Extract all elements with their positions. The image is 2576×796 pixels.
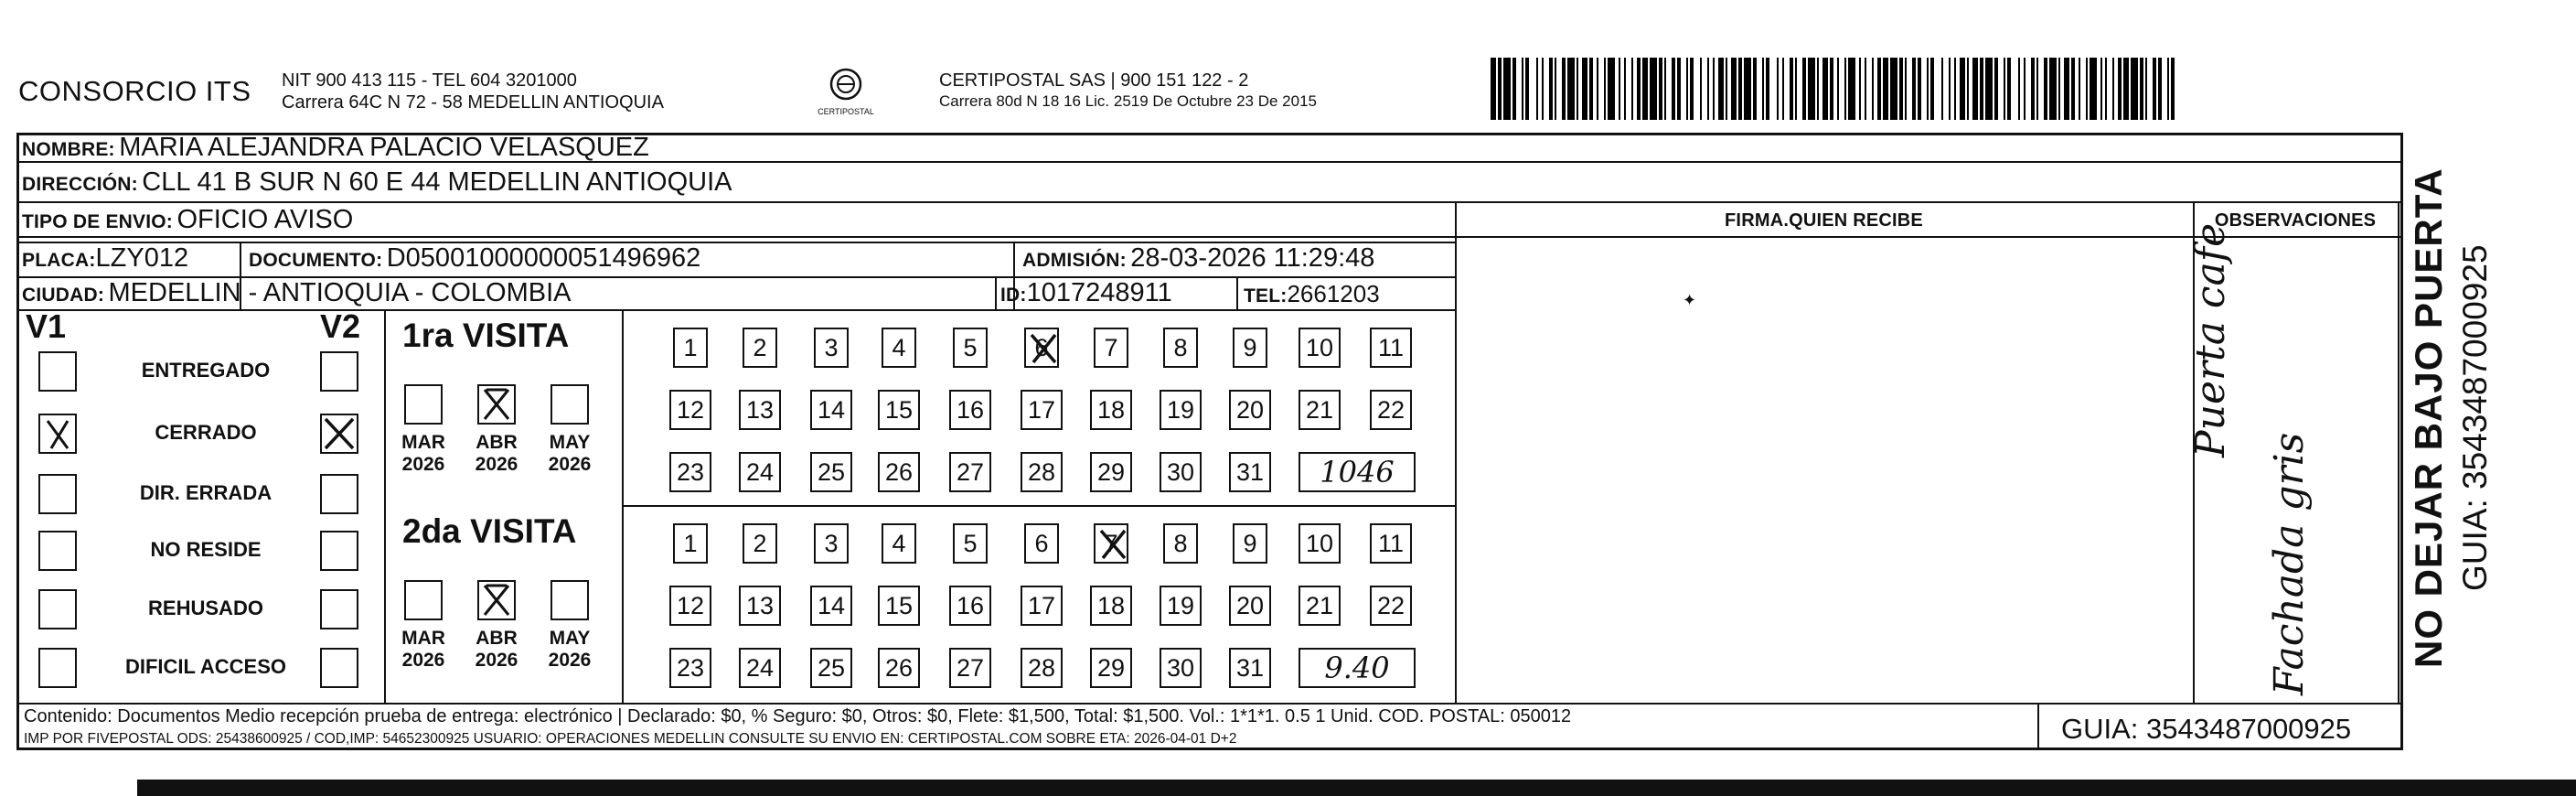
day-box[interactable]: 4 — [882, 328, 916, 368]
month-year: 2026 — [548, 454, 592, 475]
placa-field — [22, 243, 188, 274]
day-box[interactable]: 13 — [739, 390, 781, 430]
day-box[interactable]: 29 — [1090, 452, 1132, 492]
firma-label: FIRMA.QUIEN RECIBE — [1725, 210, 1923, 231]
visit-title: 2da VISITA — [402, 512, 577, 550]
day-box[interactable]: 17 — [1021, 586, 1063, 626]
visit-title: 1ra VISITA — [402, 317, 570, 354]
day-box[interactable]: 29 — [1090, 648, 1132, 688]
footer-contenido: Contenido: Documentos Medio recepción prueba de entrega: electrónico | Declarado: $0, % Seguro: $0, Otros: $0, Flete: $1,500, Total: $1,500. Vol.: 1*1*1. 0.5 1 Unid. COD. POSTAL: 050012 — [24, 706, 1572, 726]
documento-field — [249, 243, 700, 274]
day-box[interactable]: 26 — [878, 648, 920, 688]
day-box[interactable]: 21 — [1299, 390, 1341, 430]
month-label — [396, 432, 451, 476]
postal-logo-icon — [828, 66, 864, 102]
courier-address: Carrera 80d N 18 16 Lic. 2519 De Octubre 23 De 2015 — [939, 92, 1317, 110]
barcode-bar — [1985, 58, 1993, 120]
day-box[interactable]: 5 — [953, 328, 988, 368]
barcode-bar — [1694, 58, 1701, 120]
logo-caption: CERTIPOSTAL — [818, 107, 874, 116]
documento-value: D05001000000051496962 — [386, 243, 701, 273]
barcode-bar — [2011, 58, 2018, 120]
month-year: 2026 — [401, 454, 445, 475]
tel-label: TEL: — [1244, 285, 1288, 307]
day-box[interactable]: 12 — [669, 390, 711, 430]
admision-field — [1022, 243, 1374, 274]
return-reason-label: NO RESIDE — [150, 538, 262, 561]
no-dejar-notice: NO DEJAR BAJO PUERTA — [2407, 167, 2450, 668]
id-label: ID: — [1000, 285, 1027, 306]
month-label — [542, 628, 597, 672]
day-box[interactable]: 11 — [1370, 523, 1412, 564]
courier-nit: CERTIPOSTAL SAS | 900 151 122 - 2 — [939, 70, 1249, 91]
day-box[interactable]: 27 — [949, 648, 991, 688]
ciudad-field — [22, 278, 572, 308]
day-box[interactable]: 18 — [1090, 586, 1132, 626]
v2-checkbox[interactable] — [320, 531, 358, 571]
month-name: MAR — [401, 432, 445, 453]
observation-line-2: Fachada gris — [2266, 432, 2313, 695]
nombre-value: MARIA ALEJANDRA PALACIO VELASQUEZ — [119, 133, 649, 162]
month-year: 2026 — [475, 650, 518, 671]
month-year: 2026 — [548, 650, 592, 671]
return-reason-label: ENTREGADO — [141, 359, 271, 382]
day-box[interactable]: 9 — [1233, 523, 1267, 564]
nombre-label: NOMBRE: — [22, 139, 115, 160]
day-box[interactable]: 3 — [814, 523, 849, 564]
day-box[interactable]: 26 — [878, 452, 920, 492]
placa-value: LZY012 — [95, 243, 189, 273]
day-box[interactable]: 11 — [1370, 328, 1412, 368]
month-label — [396, 628, 451, 672]
ciudad-value: MEDELLIN - ANTIOQUIA - COLOMBIA — [108, 278, 572, 307]
day-box[interactable]: 1 — [673, 328, 708, 368]
barcode-bar — [2049, 58, 2057, 120]
return-reason-label: REHUSADO — [148, 597, 263, 619]
day-box[interactable]: 23 — [669, 648, 711, 688]
day-box[interactable]: 7 — [1094, 328, 1128, 368]
day-box[interactable]: 19 — [1160, 390, 1202, 430]
company-address: Carrera 64C N 72 - 58 MEDELLIN ANTIOQUIA — [282, 92, 664, 113]
v1-checkbox[interactable] — [38, 531, 77, 571]
footer-guia: GUIA: 3543487000925 — [2061, 713, 2352, 745]
month-label — [542, 432, 597, 476]
company-nit: NIT 900 413 115 - TEL 604 3201000 — [282, 70, 577, 91]
month-name: MAY — [549, 432, 591, 453]
day-box[interactable]: 20 — [1229, 390, 1271, 430]
v1-checkbox[interactable] — [38, 648, 77, 688]
observaciones-label: OBSERVACIONES — [2214, 210, 2377, 231]
direccion-label: DIRECCIÓN: — [22, 174, 138, 195]
month-label — [469, 432, 524, 476]
month-checkbox[interactable] — [477, 580, 516, 620]
v1-checkbox[interactable] — [38, 589, 77, 629]
month-checkbox[interactable] — [404, 384, 443, 425]
documento-label: DOCUMENTO: — [249, 250, 383, 271]
barcode-bar — [1808, 58, 1815, 120]
barcode-bar — [1650, 58, 1657, 120]
day-box[interactable]: 13 — [739, 586, 781, 626]
barcode-bar — [1848, 58, 1855, 120]
day-box[interactable]: 23 — [669, 452, 711, 492]
company-info — [282, 70, 664, 113]
day-box[interactable]: 21 — [1299, 586, 1341, 626]
tipo-envio-value: OFICIO AVISO — [176, 205, 354, 234]
return-reason-label: CERRADO — [155, 421, 257, 444]
company-name: CONSORCIO ITS — [18, 75, 251, 107]
day-box[interactable]: 14 — [810, 390, 852, 430]
v1-checkbox[interactable] — [38, 414, 77, 454]
id-field — [1000, 278, 1172, 308]
day-box[interactable]: 31 — [1229, 452, 1271, 492]
day-box[interactable]: 18 — [1090, 390, 1132, 430]
direccion-value: CLL 41 B SUR N 60 E 44 MEDELLIN ANTIOQUIA — [142, 167, 732, 197]
barcode-bar — [2171, 58, 2175, 120]
day-box[interactable]: 6 — [1024, 328, 1059, 368]
footer-imp: IMP POR FIVEPOSTAL ODS: 25438600925 / COD,IMP: 54652300925 USUARIO: OPERACIONES MEDELLIN CONSULTE SU ENVIO EN: CERTIPOSTAL.COM SOBRE ETA: 2026-04-01 D+2 — [24, 731, 1237, 747]
courier-info — [939, 70, 1317, 112]
month-checkbox[interactable] — [550, 580, 589, 620]
v2-checkbox[interactable] — [320, 351, 358, 392]
day-box[interactable]: 8 — [1163, 523, 1198, 564]
day-box[interactable]: 6 — [1024, 523, 1059, 564]
day-box[interactable]: 30 — [1160, 452, 1202, 492]
return-reason-label: DIR. ERRADA — [139, 481, 273, 504]
barcode-bar — [1934, 58, 1941, 120]
month-checkbox[interactable] — [550, 384, 589, 425]
return-reason-label: DIFICIL ACCESO — [124, 655, 286, 678]
day-box[interactable]: 14 — [810, 586, 852, 626]
day-box[interactable]: 15 — [878, 586, 920, 626]
month-name: ABR — [476, 432, 518, 453]
month-name: MAR — [401, 628, 445, 649]
day-box[interactable]: 16 — [949, 586, 991, 626]
barcode-icon — [1491, 58, 2175, 120]
day-box[interactable]: 22 — [1370, 390, 1412, 430]
day-box[interactable]: 8 — [1163, 328, 1198, 368]
day-box[interactable]: 2 — [743, 523, 777, 564]
day-box[interactable]: 27 — [949, 452, 991, 492]
day-box[interactable]: 10 — [1299, 523, 1341, 564]
barcode-bar — [2090, 58, 2097, 120]
day-box[interactable]: 30 — [1160, 648, 1202, 688]
side-guia: GUIA: 3543487000925 — [2456, 244, 2494, 591]
tipo-envio-label: TIPO DE ENVIO: — [22, 211, 173, 232]
day-box[interactable]: 22 — [1370, 586, 1412, 626]
day-box[interactable]: 3 — [814, 328, 849, 368]
id-value: 1017248911 — [1026, 278, 1172, 307]
observation-line-1: Puerta cafe — [2187, 222, 2234, 457]
day-box[interactable]: 19 — [1160, 586, 1202, 626]
day-box[interactable]: 28 — [1021, 648, 1063, 688]
day-box[interactable]: 28 — [1021, 452, 1063, 492]
day-box[interactable]: 9 — [1233, 328, 1267, 368]
certipostal-logo — [814, 66, 878, 116]
visit-time-box[interactable]: 9.40 — [1299, 648, 1416, 688]
month-label — [469, 628, 524, 672]
admision-value: 28-03-2026 11:29:48 — [1130, 243, 1375, 273]
day-box[interactable]: 5 — [953, 523, 988, 564]
day-box[interactable]: 7 — [1094, 523, 1128, 564]
month-name: ABR — [476, 628, 518, 649]
barcode-bar — [1890, 58, 1897, 120]
barcode-bar — [1529, 58, 1536, 120]
v1-checkbox[interactable] — [38, 474, 77, 514]
day-box[interactable]: 1 — [673, 523, 708, 564]
barcode-bar — [1567, 58, 1575, 120]
v1-checkbox[interactable] — [38, 351, 77, 392]
day-box[interactable]: 25 — [810, 452, 852, 492]
ciudad-label: CIUDAD: — [22, 285, 105, 306]
signature-mark: ✦ — [1683, 291, 1697, 309]
barcode-bar — [1608, 58, 1615, 120]
tel-value: 2661203 — [1287, 280, 1380, 307]
day-box[interactable]: 24 — [739, 648, 781, 688]
day-box[interactable]: 4 — [882, 523, 916, 564]
v1-label: V1 — [26, 307, 67, 345]
visit-time-box[interactable]: 1046 — [1299, 452, 1416, 492]
day-box[interactable]: 17 — [1021, 390, 1063, 430]
nombre-field — [22, 133, 649, 163]
barcode-bar — [1769, 58, 1777, 120]
barcode-bar — [1503, 58, 1511, 120]
month-checkbox[interactable] — [404, 580, 443, 620]
month-checkbox[interactable] — [477, 384, 516, 425]
v2-checkbox[interactable] — [320, 648, 358, 688]
day-box[interactable]: 2 — [743, 328, 777, 368]
barcode-bar — [1744, 58, 1751, 120]
placa-label: PLACA: — [22, 250, 96, 271]
day-box[interactable]: 10 — [1299, 328, 1341, 368]
tipo-envio-field — [22, 205, 353, 235]
day-box[interactable]: 31 — [1229, 648, 1271, 688]
day-box[interactable]: 25 — [810, 648, 852, 688]
day-box[interactable]: 16 — [949, 390, 991, 430]
v2-label: V2 — [320, 307, 361, 345]
tel-field — [1244, 280, 1380, 308]
month-year: 2026 — [401, 650, 445, 671]
day-box[interactable]: 20 — [1229, 586, 1271, 626]
v2-checkbox[interactable] — [320, 589, 358, 629]
day-box[interactable]: 15 — [878, 390, 920, 430]
admision-label: ADMISIÓN: — [1022, 250, 1127, 271]
day-box[interactable]: 12 — [669, 586, 711, 626]
v2-checkbox[interactable] — [320, 474, 358, 514]
month-year: 2026 — [475, 454, 518, 475]
v2-checkbox[interactable] — [320, 414, 358, 454]
day-box[interactable]: 24 — [739, 452, 781, 492]
month-name: MAY — [549, 628, 591, 649]
direccion-field — [22, 167, 732, 198]
bottom-bar — [137, 780, 2576, 796]
barcode-bar — [2131, 58, 2138, 120]
